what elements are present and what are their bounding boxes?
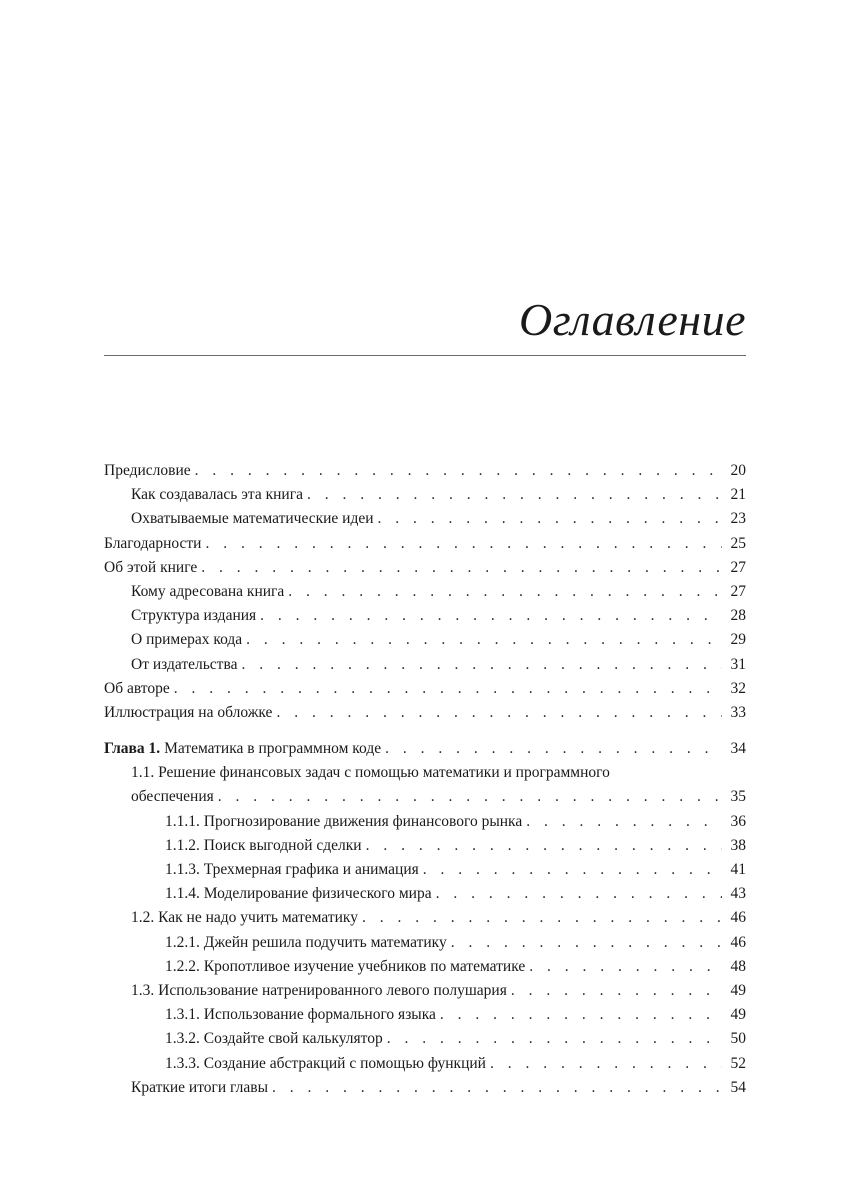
toc-page-number: 29 (730, 631, 746, 649)
toc-entry-label: 1.3.1. Использование формального языка (165, 1006, 436, 1024)
toc-entry-1-1-2[interactable] (104, 834, 746, 858)
toc-entry-label: 1.3.2. Создайте свой калькулятор (165, 1030, 383, 1048)
toc-page-number: 23 (730, 510, 746, 528)
table-of-contents (104, 459, 746, 1100)
dot-leader (387, 1027, 722, 1051)
toc-entry-label: Иллюстрация на обложке (104, 703, 273, 721)
toc-entry-label: Предисловие (104, 462, 191, 479)
toc-entry-1-1-line1[interactable] (104, 761, 746, 785)
toc-entry-acknowledgements[interactable] (104, 532, 746, 556)
dot-leader (451, 931, 722, 955)
toc-entry-preface[interactable] (104, 459, 746, 483)
toc-entry-1-1-line2[interactable] (104, 785, 746, 809)
dot-leader (526, 810, 722, 834)
dot-leader (511, 979, 722, 1003)
toc-page-number: 20 (730, 462, 746, 479)
dot-leader (423, 858, 722, 882)
section-gap (104, 725, 746, 737)
page-title: Оглавление (518, 294, 746, 345)
toc-entry-label (104, 737, 381, 761)
toc-page-number: 49 (730, 1006, 746, 1024)
toc-page-number: 38 (730, 836, 746, 854)
toc-page-number: 32 (730, 679, 746, 697)
toc-entry-label: 1.2.1. Джейн решила подучить математику (165, 933, 447, 951)
dot-leader (201, 556, 722, 580)
toc-page-number: 31 (730, 655, 746, 673)
toc-entry-cover-illustration[interactable] (104, 701, 746, 725)
toc-entry-label: 1.1. Решение финансовых задач с помощью математики и программного (131, 764, 610, 782)
toc-entry-math-ideas-covered[interactable] (104, 507, 746, 531)
toc-entry-label: Благодарности (104, 534, 202, 552)
dot-leader (205, 532, 722, 556)
toc-entry-1-3[interactable] (104, 979, 746, 1003)
toc-entry-label: 1.2. Как не надо учить математику (131, 909, 358, 927)
toc-entry-1-2-2[interactable] (104, 955, 746, 979)
title-divider (104, 355, 746, 356)
toc-entry-label: обеспечения (131, 788, 214, 806)
toc-entry-label: 1.1.2. Поиск выгодной сделки (165, 836, 362, 854)
toc-entry-chapter-summary[interactable] (104, 1076, 746, 1100)
toc-entry-code-examples[interactable] (104, 628, 746, 652)
toc-entry-1-3-1[interactable] (104, 1003, 746, 1027)
dot-leader (195, 459, 722, 483)
toc-entry-1-2[interactable] (104, 906, 746, 930)
toc-page-number: 21 (730, 486, 746, 504)
toc-entry-chapter-1[interactable] (104, 737, 746, 761)
toc-entry-label: Краткие итоги главы (131, 1078, 268, 1096)
toc-entry-label: От издательства (131, 655, 238, 673)
dot-leader (288, 580, 722, 604)
dot-leader (362, 906, 722, 930)
dot-leader (276, 701, 722, 725)
toc-entry-label: Об этой книге (104, 558, 198, 576)
toc-entry-about-book[interactable] (104, 556, 746, 580)
dot-leader (307, 483, 722, 507)
toc-entry-1-1-3[interactable] (104, 858, 746, 882)
toc-page-number: 54 (730, 1078, 746, 1096)
toc-entry-label: 1.1.1. Прогнозирование движения финансового рынка (165, 812, 523, 830)
toc-entry-label: О примерах кода (131, 631, 243, 649)
dot-leader (246, 628, 722, 652)
toc-page-number: 36 (730, 812, 746, 830)
toc-page-number: 50 (730, 1030, 746, 1048)
toc-page-number: 49 (730, 981, 746, 999)
toc-entry-label: Охватываемые математические идеи (131, 510, 374, 528)
dot-leader (436, 882, 722, 906)
dot-leader (490, 1052, 722, 1076)
toc-page-number: 34 (730, 740, 746, 758)
toc-page-number: 46 (730, 933, 746, 951)
toc-page-number: 33 (730, 703, 746, 721)
dot-leader (260, 604, 722, 628)
toc-entry-1-1-1[interactable] (104, 810, 746, 834)
toc-entry-label: Кому адресована книга (131, 582, 285, 600)
toc-page-number: 48 (730, 957, 746, 975)
toc-page-number: 27 (730, 582, 746, 600)
dot-leader (218, 785, 722, 809)
chapter-prefix: Глава 1. (104, 740, 161, 758)
toc-page-number: 27 (730, 558, 746, 576)
toc-entry-label: 1.3.3. Создание абстракций с помощью функций (165, 1054, 486, 1072)
toc-page-number: 43 (730, 885, 746, 903)
dot-leader (378, 507, 722, 531)
dot-leader (241, 653, 722, 677)
toc-entry-1-1-4[interactable] (104, 882, 746, 906)
toc-entry-1-2-1[interactable] (104, 931, 746, 955)
toc-entry-1-3-2[interactable] (104, 1027, 746, 1051)
toc-entry-label: Как создавалась эта книга (131, 486, 303, 504)
toc-page-number: 25 (730, 534, 746, 552)
dot-leader (440, 1003, 722, 1027)
toc-page-number: 46 (730, 909, 746, 927)
dot-leader (174, 677, 722, 701)
toc-page-number: 35 (730, 788, 746, 806)
toc-page-number: 28 (730, 607, 746, 625)
toc-page-number: 52 (730, 1054, 746, 1072)
toc-page-number: 41 (730, 861, 746, 878)
toc-entry-label: 1.3. Использование натренированного левого полушария (131, 981, 507, 999)
toc-entry-audience[interactable] (104, 580, 746, 604)
toc-entry-label: Структура издания (131, 607, 257, 625)
toc-entry-how-book-was-made[interactable] (104, 483, 746, 507)
toc-entry-label: 1.2.2. Кропотливое изучение учебников по математике (165, 957, 526, 975)
dot-leader (529, 955, 722, 979)
dot-leader (272, 1076, 722, 1100)
toc-entry-1-3-3[interactable] (104, 1052, 746, 1076)
chapter-title: Математика в программном коде (164, 740, 382, 758)
toc-entry-structure[interactable] (104, 604, 746, 628)
toc-entry-from-publisher[interactable] (104, 653, 746, 677)
toc-entry-label: 1.1.4. Моделирование физического мира (165, 885, 432, 903)
toc-entry-about-author[interactable] (104, 677, 746, 701)
toc-entry-label: 1.1.3. Трехмерная графика и анимация (165, 861, 419, 878)
toc-entry-label: Об авторе (104, 679, 170, 697)
dot-leader (366, 834, 722, 858)
dot-leader (385, 737, 722, 761)
